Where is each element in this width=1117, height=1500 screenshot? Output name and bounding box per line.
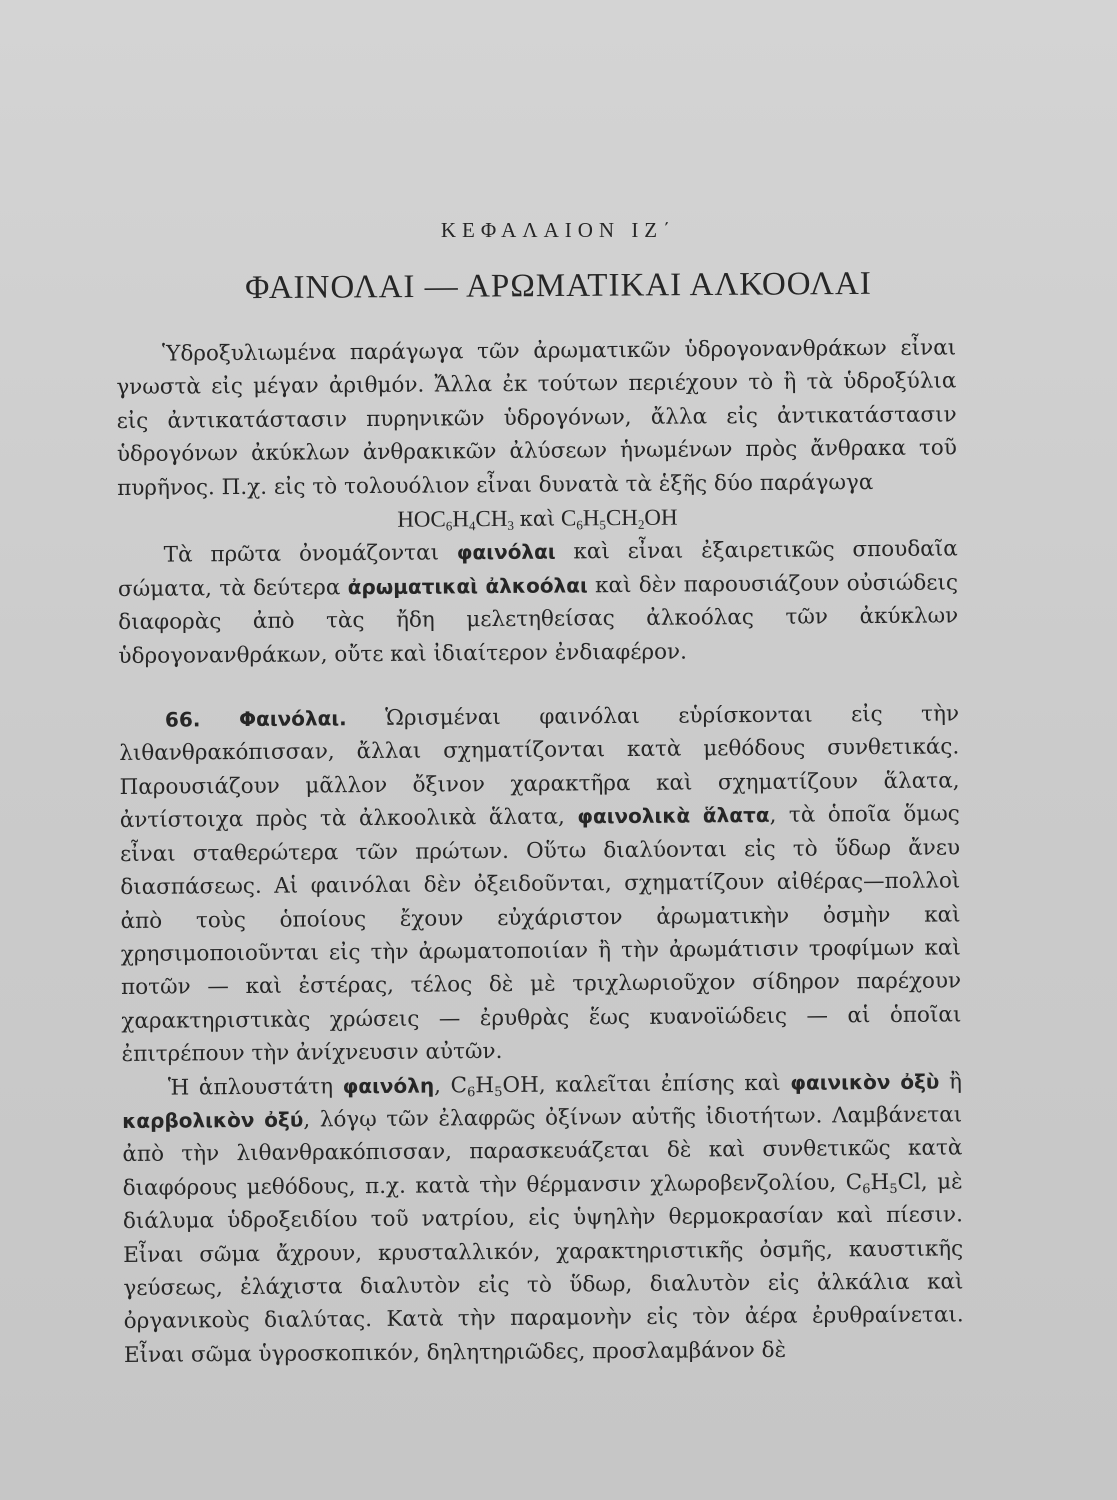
body-text [116,331,964,1372]
section-heading: 66. Φαινόλαι. [164,706,347,732]
chapter-title: ΦΑΙΝΟΛΑΙ — ΑΡΩΜΑΤΙΚΑΙ ΑΛΚΟΟΛΑΙ [245,265,872,307]
term-phenols: φαινόλαι [456,539,556,565]
paragraph-definitions: Τὰ πρῶτα ὀνομάζονται φαινόλαι καὶ εἶναι ἐξαιρετικῶς σπουδαῖα σώματα, τὰ δεύτερα ἀρωματικαὶ ἀλκοόλαι καὶ δὲν παρουσιάζουν οὐσιώδεις διαφορὰς ἀπὸ τὰς ἤδη μελετηθείσας ἀλκοόλας τῶν ἀκύκλων ὑδρογονανθράκων, οὔτε καὶ ἰδιαίτερον ἐνδιαφέρον. [117,536,959,669]
formula-line: $HOC_6H_4CH_3$ καὶ $C_6H_5CH_2OH$ [397,504,678,534]
paragraph-phenol: Ἡ ἁπλουστάτη φαινόλη, $C_6H_5OH$, καλεῖται ἐπίσης καὶ φαινικὸν ὀξὺ ἢ καρβολικὸν ὀξύ, λόγῳ τῶν ἐλαφρῶς ὀξίνων αὐτῆς ἰδιοτήτων. Λαμβάνεται ἀπὸ τὴν λιθανθρακόπισσαν, παρασκευάζεται δὲ καὶ συνθετικῶς κατὰ διαφόρους μεθόδους, π.χ. κατὰ τὴν θέρμανσιν χλωροβενζολίου, $C_6H_5Cl$, μὲ διάλυμα ὑδροξειδίου τοῦ νατρίου, εἰς ὑψηλὴν θερμοκρασίαν καὶ πίεσιν. Εἶναι σῶμα ἄχρουν, κρυσταλλικόν, χαρακτηριστικῆς ὀσμῆς, καυστικῆς γεύσεως, ἐλάχιστα διαλυτὸν εἰς τὸ ὕδωρ, διαλυτὸν εἰς ἀλκάλια καὶ ὀργανικοὺς διαλύτας. Κατὰ τὴν παραμονὴν εἰς τὸν ἀέρα ἐρυθραίνεται. Εἶναι σῶμα ὑγροσκοπικόν, δηλητηριῶδες, προσλαμβάνον δὲ [122,1068,964,1368]
term-phenol: φαινόλη [342,1073,435,1098]
section-66: 66. Φαινόλαι. Ὡρισμέναι φαινόλαι εὑρίσκονται εἰς τὴν λιθανθρακόπισσαν, ἄλλαι σχηματίζονται κατὰ μεθόδους συνθετικάς. Παρουσιάζουν μᾶλλον ὄξινον χαρακτῆρα καὶ σχηματίζουν ἅλατα, ἀντίστοιχα πρὸς τὰ ἀλκοολικὰ ἅλατα, φαινολικὰ ἅλατα, τὰ ὁποῖα ὅμως εἶναι σταθερώτερα τῶν πρώτων. Οὕτω διαλύονται εἰς τὸ ὕδωρ ἄνευ διασπάσεως. Αἱ φαινόλαι δὲν ὀξειδοῦνται, σχηματίζουν αἰθέρας—πολλοὶ ἀπὸ τοὺς ὁποίους ἔχουν εὐχάριστον ἀρωματικὴν ὀσμὴν καὶ χρησιμοποιοῦνται εἰς τὴν ἀρωματοποιίαν ἢ τὴν ἀρωμάτισιν τροφίμων καὶ ποτῶν — καὶ ἐστέρας, τέλος δὲ μὲ τριχλωριοῦχον σίδηρον παρέχουν χαρακτηριστικὰς χρώσεις — ἐρυθρὰς ἕως κυανοϊώδεις — αἱ ὁποῖαι ἐπιτρέπουν τὴν ἀνίχνευσιν αὐτῶν. [119,701,962,1068]
term-aromatic-alcohols: ἀρωματικαὶ ἀλκοόλαι [347,573,588,600]
term-carbolic-acid: καρβολικὸν ὀξύ [122,1107,304,1133]
paragraph-intro: Ὑδροξυλιωμένα παράγωγα τῶν ἀρωματικῶν ὑδρογονανθράκων εἶναι γνωστὰ εἰς μέγαν ἀριθμόν. Ἄλλα ἐκ τούτων περιέχουν τὸ ἢ τὰ ὑδροξύλια εἰς ἀντικατάστασιν πυρηνικῶν ὑδρογόνων, ἄλλα εἰς ἀντικατάστασιν ὑδρογόνων ἀκύκλων ἀνθρακικῶν ἀλύσεων ἡνωμένων πρὸς ἄνθρακα τοῦ πυρῆνος. Π.χ. εἰς τὸ τολουόλιον εἶναι δυνατὰ τὰ ἑξῆς δύο παράγωγα [116,335,957,501]
term-phenic-acid: φαινικὸν ὀξὺ [790,1069,940,1095]
chapter-heading: ΚΕΦΑΛΑΙΟΝ ΙΖ΄ [440,218,677,242]
term-phenolic-salts: φαινολικὰ ἅλατα [577,803,770,829]
